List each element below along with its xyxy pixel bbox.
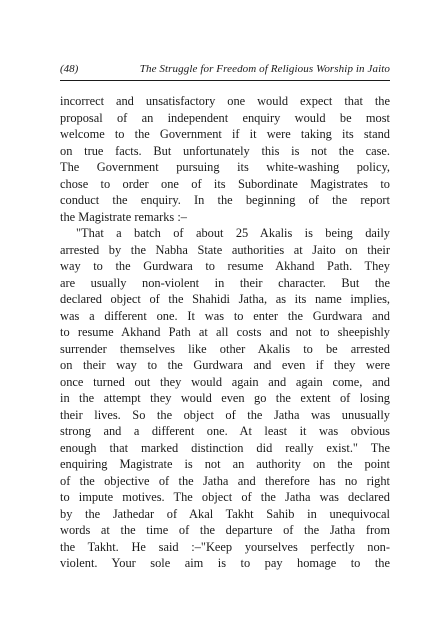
text-line: was a different one. It was to enter the Gurdwara and	[60, 308, 390, 323]
text-line: chose to order one of its Subordinate Magistrates to	[60, 176, 390, 191]
running-header	[60, 62, 390, 81]
text-line: incorrect and unsatisfactory one would expect that the	[60, 94, 390, 108]
text-line: enough that marked distinction did really exist." The	[60, 440, 390, 455]
text-line: once turned out they would again and again come, and	[60, 374, 390, 389]
text-line: in the attempt they would even go the extent of losing	[60, 391, 390, 405]
text-line: by the Jathedar of Akal Takht Sahib in unequivocal	[60, 506, 390, 521]
text-line: to impute motives. The object of the Jatha was declared	[60, 490, 390, 504]
book-page	[60, 62, 390, 572]
text-line: the Magistrate remarks :–	[60, 209, 187, 224]
text-line: conduct the enquiry. In the beginning of the report	[60, 193, 390, 207]
text-line: are usually non-violent in their character. But the	[60, 275, 390, 290]
text-line: surrender themselves like other Akalis to be arrested	[60, 341, 390, 356]
text-line: words at the time of the departure of the Jatha from	[60, 523, 390, 537]
text-line: violent. Your sole aim is to pay homage to the	[60, 556, 390, 570]
text-line: enquiring Magistrate is not an authority on the point	[60, 457, 390, 471]
text-line: to resume Akhand Path at all costs and not to sheepishly	[60, 325, 390, 339]
text-line: way to the Gurdwara to resume Akhand Path. They	[60, 259, 390, 273]
text-line: of the objective of the Jatha and therefore has no right	[60, 473, 390, 488]
text-line: The Government pursuing its white-washing policy,	[60, 160, 390, 174]
text-line: "That a batch of about 25 Akalis is being daily	[76, 226, 390, 240]
body-text	[60, 93, 390, 572]
text-line: on true facts. But unfortunately this is not the case.	[60, 143, 390, 158]
text-line: the Takht. He said :–"Keep yourselves perfectly non-	[60, 539, 390, 554]
text-line: on their way to the Gurdwara and even if they were	[60, 358, 390, 372]
text-line: welcome to the Government if it were taking its stand	[60, 127, 390, 141]
text-line: their lives. So the object of the Jatha was unusually	[60, 407, 390, 422]
text-line: proposal of an independent enquiry would be most	[60, 110, 390, 125]
page-number: (48)	[60, 63, 79, 75]
text-line: arrested by the Nabha State authorities at Jaito on their	[60, 242, 390, 257]
text-line: declared object of the Shahidi Jatha, as its name implies,	[60, 292, 390, 306]
text-line: strong and a different one. At least it was obvious	[60, 424, 390, 438]
running-title: The Struggle for Freedom of Religious Worship in Jaito	[139, 63, 390, 75]
